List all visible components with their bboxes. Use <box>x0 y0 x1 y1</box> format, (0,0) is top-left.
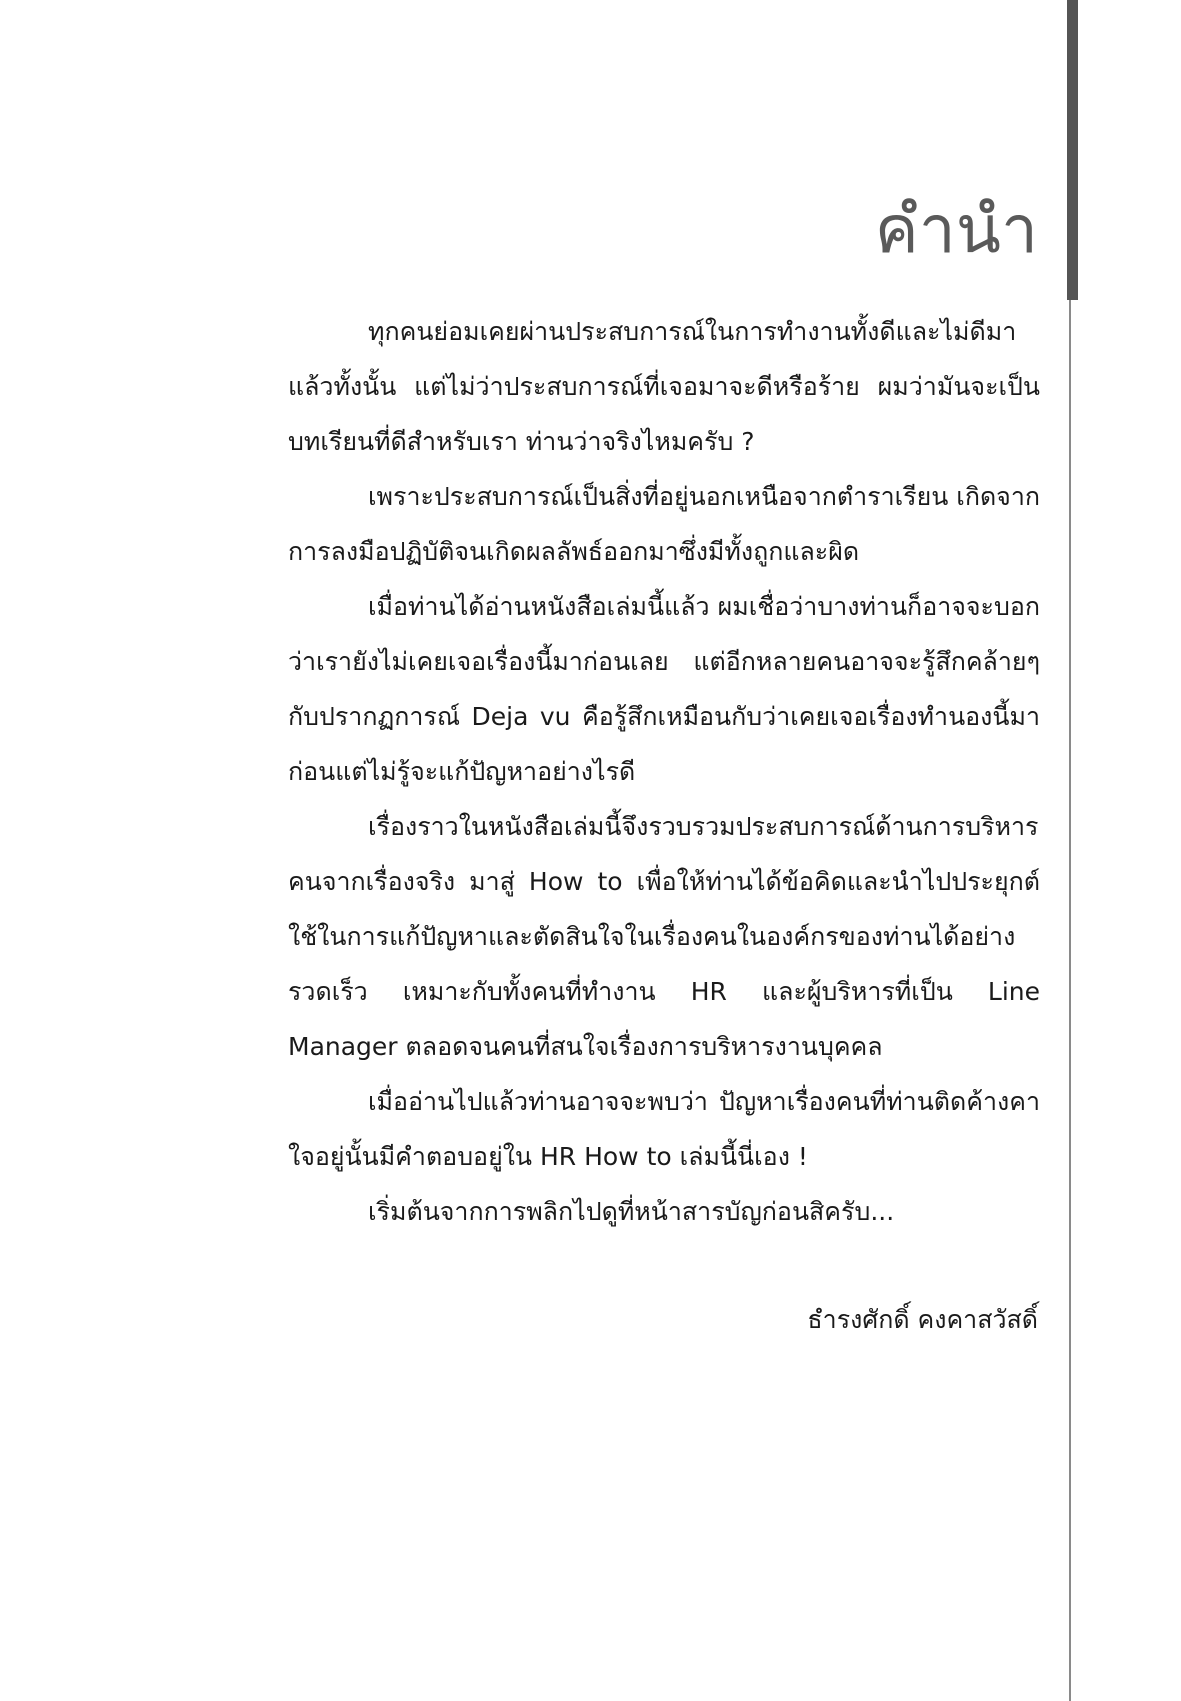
foreword-body <box>288 304 1040 1239</box>
paragraph-2: เพราะประสบการณ์เป็นสิ่งที่อยู่นอกเหนือจากตำราเรียน เกิดจากการลงมือปฏิบัติจนเกิดผลลัพธ์ออกมาซึ่งมีทั้งถูกและผิด <box>288 482 1041 566</box>
paragraph-6: เริ่มต้นจากการพลิกไปดูที่หน้าสารบัญก่อนสิครับ... <box>368 1197 895 1226</box>
paragraph-5: เมื่ออ่านไปแล้วท่านอาจจะพบว่า ปัญหาเรื่องคนที่ท่านติดค้างคาใจอยู่นั้นมีคำตอบอยู่ใน HR How to เล่มนี้นี่เอง ! <box>288 1087 1040 1171</box>
page-edge-tab <box>1067 0 1078 300</box>
paragraph-3: เมื่อท่านได้อ่านหนังสือเล่มนี้แล้ว ผมเชื่อว่าบางท่านก็อาจจะบอกว่าเรายังไม่เคยเจอเรื่องนี้มาก่อนเลย แต่อีกหลายคนอาจจะรู้สึกคล้ายๆ กับปรากฏการณ์ Deja vu คือรู้สึกเหมือนกับว่าเคยเจอเรื่องทำนองนี้มาก่อนแต่ไม่รู้จะแก้ปัญหาอย่างไรดี <box>288 592 1040 786</box>
paragraph-1: ทุกคนย่อมเคยผ่านประสบการณ์ในการทำงานทั้งดีและไม่ดีมาแล้วทั้งนั้น แต่ไม่ว่าประสบการณ์ที่เจอมาจะดีหรือร้าย ผมว่ามันจะเป็นบทเรียนที่ดีสำหรับเรา ท่านว่าจริงไหมครับ ? <box>288 317 1040 456</box>
author-signature: ธำรงศักดิ์ คงคาสวัสดิ์ <box>807 1305 1038 1334</box>
page-title: คำนำ <box>874 191 1038 268</box>
paragraph-4: เรื่องราวในหนังสือเล่มนี้จึงรวบรวมประสบการณ์ด้านการบริหารคนจากเรื่องจริง มาสู่ How to เพื่อให้ท่านได้ข้อคิดและนำไปประยุกต์ใช้ในการแก้ปัญหาและตัดสินใจในเรื่องคนในองค์กรของท่านได้อย่างรวดเร็ว เหมาะกับทั้งคนที่ทำงาน HR และผู้บริหารที่เป็น Line Manager ตลอดจนคนที่สนใจเรื่องการบริหารงานบุคคล <box>288 812 1040 1061</box>
